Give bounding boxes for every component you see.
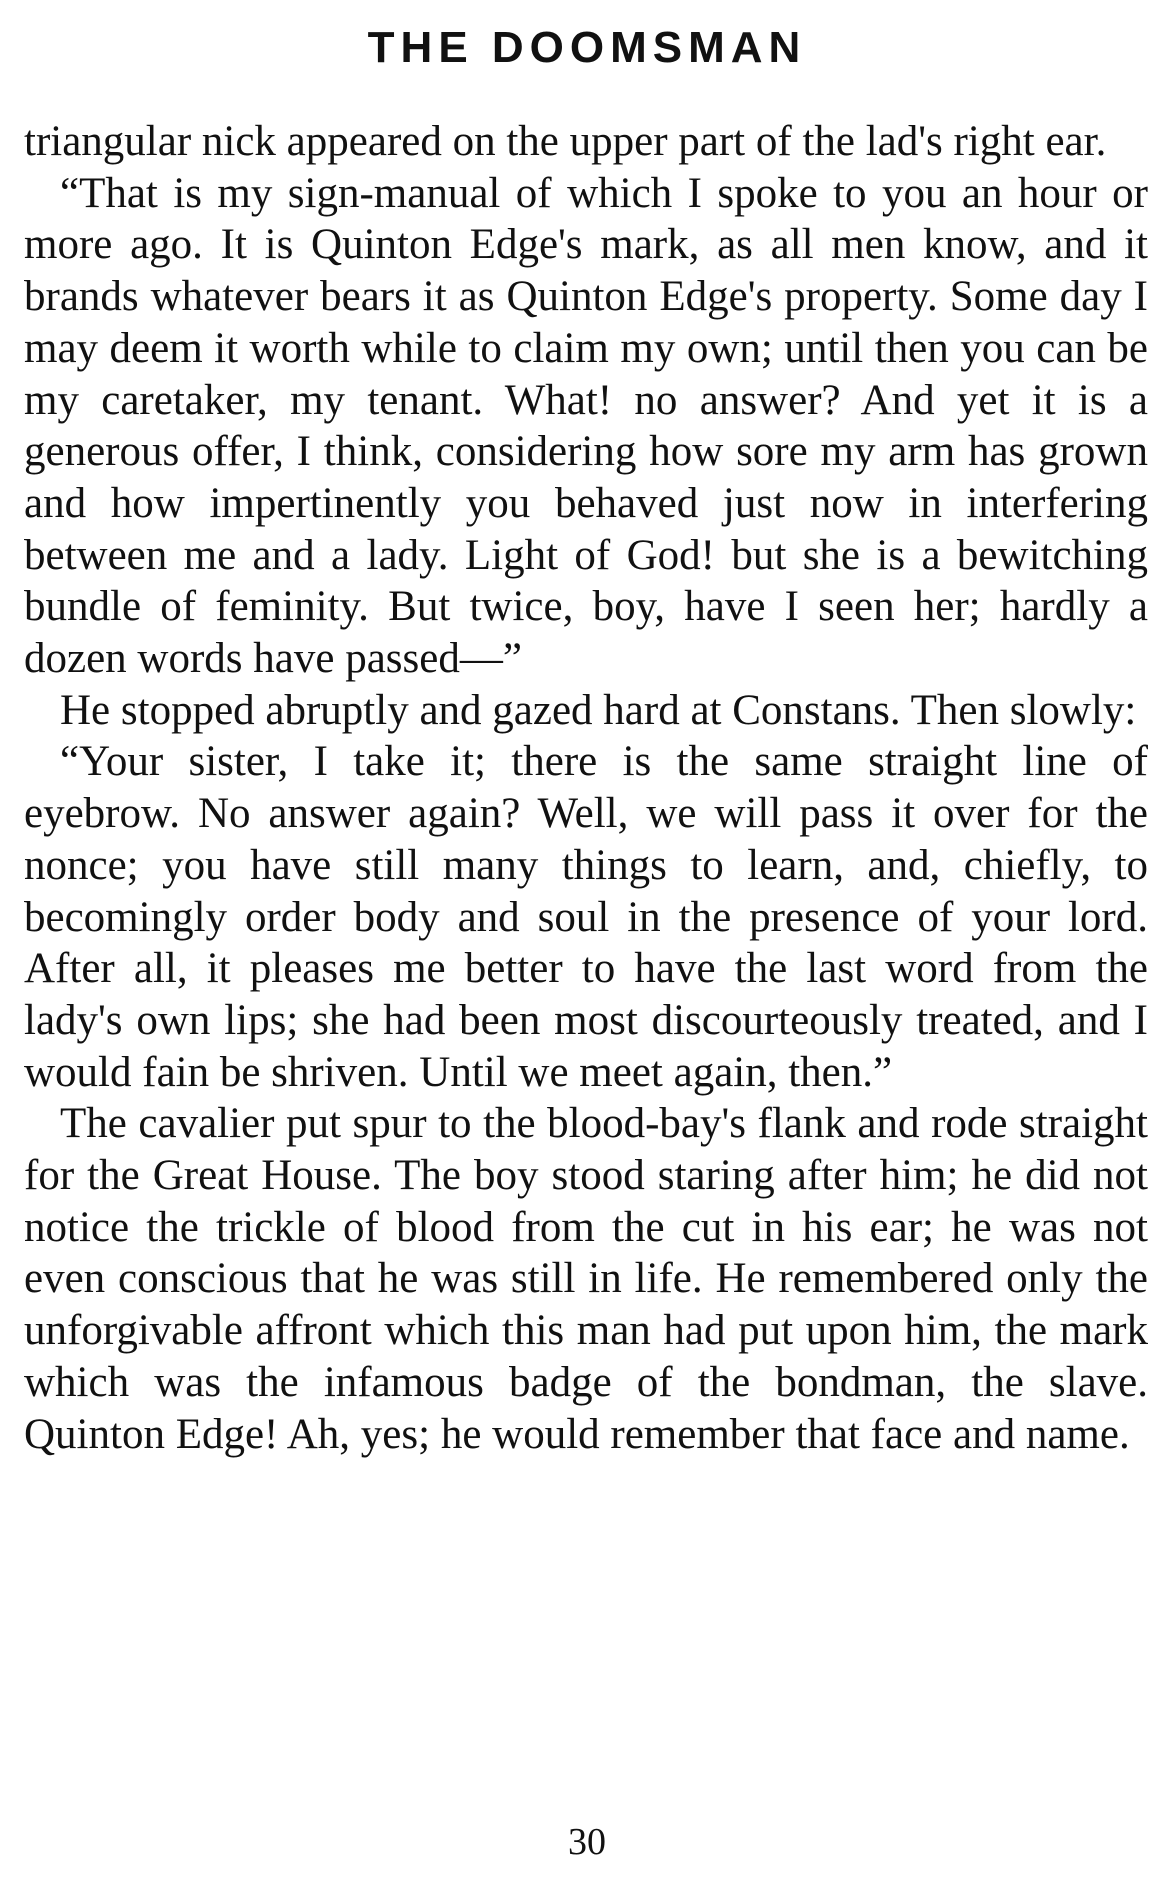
paragraph-quinton-speech: “That is my sign-manual of which I spoke to you an hour or more ago. It is Quinton Edge's mark, as all men know, and it brands whatever bears it as Quinton Edge's property. Some day I may deem it worth while to claim my own; until then you can be my caretaker, my tenant. What! no answer? And yet it is a generous offer, I think, considering how sore my arm has grown and how impertinently you behaved just now in interfering between me and a lady. Light of God! but she is a bewitching bundle of feminity. But twice, boy, have I seen her; hardly a dozen words have passed—” — [24, 169, 1148, 683]
paragraph-continuation: triangular nick appeared on the upper part of the lad's right ear. — [24, 118, 1107, 165]
paragraph-cavalier-departs: The cavalier put spur to the blood-bay's flank and rode straight for the Great House. The boy stood staring after him; he did not notice the trickle of blood from the cut in his ear; he was not even conscious that he was still in life. He remembered only the unforgivable affront which this man had put upon him, the mark which was the infamous badge of the bondman, the slave. Quinton Edge! Ah, yes; he would remember that face and name. — [24, 1100, 1148, 1458]
paragraph-narration: He stopped abruptly and gazed hard at Constans. Then slowly: — [60, 686, 1137, 734]
paragraph-sister-speech: “Your sister, I take it; there is the same straight line of eyebrow. No answer again? Well, we will pass it over for the nonce; you have still many things to learn, and, chiefly, to becomingly order body and soul in the presence of your lord. After all, it pleases me better to have the last word from the lady's own lips; she had been most discourteously treated, and I would fain be shriven. Until we meet again, then.” — [24, 738, 1148, 1096]
body-text — [24, 116, 1148, 1460]
running-head: THE DOOMSMAN — [367, 23, 807, 72]
page-number: 30 — [568, 1821, 606, 1863]
